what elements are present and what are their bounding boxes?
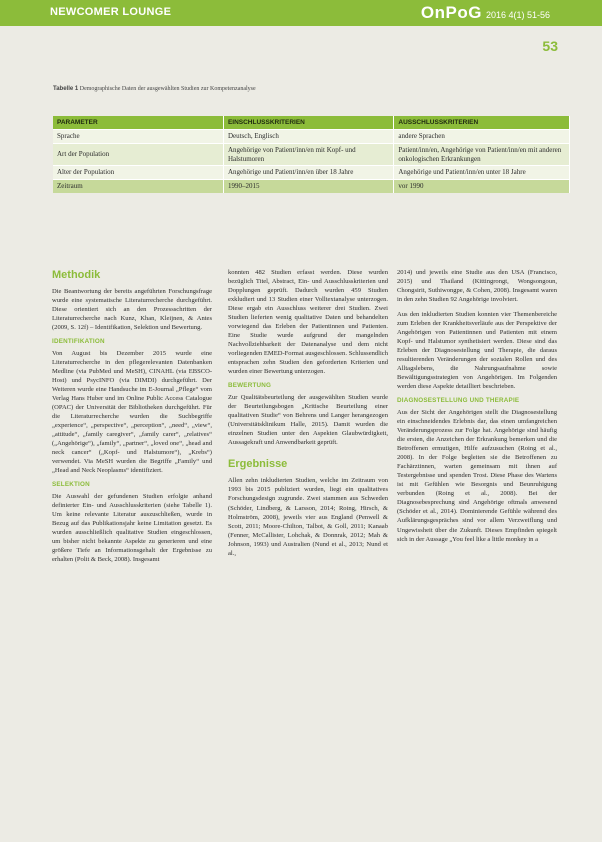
paragraph: Aus den inkludierten Studien konnten vier Themenbereiche zum Erleben der Krankheitsverläufe aus der Perspektive der Angehörigen von Patientinnen und Patienten mit einem Kopf- und Halstumor synthetisiert werden. Diese sind das Erleben der Diagnosestellung und Therapie, die daraus resultierenden Veränderungen der sozialen Rollen und des Alltagslebens, die Nahrungsaufnahme sowie Bewältigungsstrategien von Angehörigen. Im Folgenden werden diese Aspekte detailliert beschrieben. xyxy=(397,311,557,391)
table-cell-exclude: Angehörige und Patient/inn/en unter 18 Jahre xyxy=(394,166,570,180)
table-cell-include: 1990–2015 xyxy=(223,180,393,193)
table-caption-label: Tabelle 1 xyxy=(53,86,79,92)
table-cell-exclude: vor 1990 xyxy=(394,180,570,193)
table-cell-parameter: Zeitraum xyxy=(53,180,223,193)
section-label: NEWCOMER LOUNGE xyxy=(50,6,172,18)
text-column-1 xyxy=(52,268,212,570)
paragraph: konnten 482 Studien erfasst werden. Diese wurden bezüglich Titel, Abstract, Ein- und Ausschlusskriterien und Dopplungen geprüft. Dadurch wurden 459 Studien exkludiert und 13 Studien einer Volltextanalyse unterzogen. Diese ergab ein Ausschluss weiterer drei Studien. Zwei Studien lieferten wenig qualitative Daten und behandelten vorwiegend das Erleben der Patientinnen und Patienten. Eine Studie wurde aufgrund der mangelnden Nachvollziehbarkeit der Datenanalyse und dem nicht vorliegenden EMED-Format ausgeschlossen. Schlussendlich entsprachen zehn Studien den geforderten Kriterien und wurden einer Bewertung unterzogen. xyxy=(228,269,388,376)
table-cell-include: Angehörige und Patient/inn/en über 18 Jahre xyxy=(223,166,393,180)
subheading-bewertung: BEWERTUNG xyxy=(228,382,272,390)
column-header-include: EINSCHLUSSKRITERIEN xyxy=(223,116,393,130)
table-header-row xyxy=(53,116,570,130)
page-number: 53 xyxy=(542,38,558,54)
paragraph: 2014) und jeweils eine Studie aus den USA (Francisco, 2015) und Thailand (Kittingrongt, Wongsongoun, Chongsirit, Suthiwongpe, & Cohen, 2008). Insgesamt waren in den zehn Studien 92 Angehörige involviert. xyxy=(397,269,557,304)
heading-methodik: Methodik xyxy=(52,269,101,281)
text-column-3 xyxy=(397,268,557,550)
paragraph: Allen zehn inkludierten Studien, welche im Zeitraum von 1993 bis 2015 publiziert wurden, liegt ein qualitatives Forschungsdesign zugrunde. Zwei stammen aus Schweden (Schöder, Lindberg, & Larsson, 2014; Roing, Hirsch, & Holmström, 2008), jeweils vier aus England (Penwell & Scott, 2011; Moore-Chilton, Talbot, & Goll, 2011; Kanaab (Fenner, McCallister, Lohchak, & Donnrak, 2012; Mah & Johnson, 1993) und Australien (Nund et al., 2013; Nund et al., xyxy=(228,477,388,557)
subheading-diagnosestellung: DIAGNOSESTELLUNG UND THERAPIE xyxy=(397,397,520,405)
paragraph: Von August bis Dezember 2015 wurde eine Literaturrecherche in den pflegerelevanten Datenbanken Medline (via PubMed und MeSH), CINAHL (via EBSCO-Host) und PsycINFO (via DIMDI) durchgeführt. Der Weiteren wurde eine Handsuche im E-Journal „Pflege“ vom Verlag Hans Huber und im Online Public Access Catalogue (OPAC) der Universität der Bibliotheken durchgeführt. Für die Literaturrecherche wurden die Suchbegriffe „experience“, „perspective“, „perception“, „need“, „view“, „attitude“, „family caregiver“, „family carer“, „relatives“ („Angehörige“), „family“, „partner“, „loved one“, „head and neck cancer“ („Kopf- und Halstumore“), „Krebs“) verwendet. Via MeSH wurden die Begriffe „Family“ und „Head and Neck Neoplasms“ identifiziert. xyxy=(52,350,212,475)
column-header-parameter: PARAMETER xyxy=(53,116,223,130)
table-cell-parameter: Alter der Population xyxy=(53,166,223,180)
table-row xyxy=(53,166,570,180)
table-cell-parameter: Art der Population xyxy=(53,143,223,166)
paragraph: Zur Qualitätsbeurteilung der ausgewählten Studien wurde der Beurteilungsbogen „Kritische Beurteilung einer qualitativen Studie“ von Behrens und Langer herangezogen (Universitätsklinikum Halle, 2015). Damit wurden die einzelnen Studien unter den Aspekten Glaubwürdigkeit, Aussagekraft und Anwendbarkeit geprüft. xyxy=(228,394,388,447)
table-cell-parameter: Sprache xyxy=(53,130,223,144)
table-cell-include: Angehörige von Patient/inn/en mit Kopf- und Halstumoren xyxy=(223,143,393,166)
table-caption-text: Demographische Daten der ausgewählten Studien zur Kompetenzanalyse xyxy=(79,86,256,92)
table-row xyxy=(53,130,570,144)
heading-ergebnisse: Ergebnisse xyxy=(228,458,288,471)
table-caption xyxy=(53,86,256,92)
journal-logo xyxy=(421,3,550,23)
journal-issue: 2016 4(1) 51-56 xyxy=(485,10,550,20)
table-row xyxy=(53,143,570,166)
subheading-selektion: SELEKTION xyxy=(52,481,90,489)
paragraph: Die Beantwortung der bereits angeführten Forschungsfrage wurde eine systematische Literaturrecherche durchgeführt. Diese orientiert sich an den Prozessschritten der Literaturrecherche nach Kunz, Khan, Kleijnen, & Antes (2009, S. 12f) – Identifikation, Selektion und Bewertung. xyxy=(52,288,212,332)
paragraph: Die Auswahl der gefundenen Studien erfolgte anhand definierter Ein- und Ausschlusskriterien (siehe Tabelle 1). Um keine relevante Literatur auszuschließen, wurde in Bezug auf das Publikationsjahr keine Limitation gesetzt. Es wurden ausschließlich qualitative Studien eingeschlossen, um bisher nicht bekannte Aspekte zu generieren und eine größere Tiefe an Informationsgehalt der Ergebnisse zu erhalten (Polit & Beck, 2008). Insgesamt xyxy=(52,493,212,564)
paragraph: Aus der Sicht der Angehörigen stellt die Diagnosestellung ein einschneidendes Erlebnis dar, das einen umfangreichen Veränderungsprozess zur Folge hat. Angehörige sind häufig die ersten, die Anzeichen der Erkrankung bemerken und die Betroffenen ermutigen, Hilfe aufzusuchen (Roing et al., 2008). In der Folge begleiten sie die Betroffenen zu Fachärztinnen, warten gemeinsam mit ihnen auf Testergebnisse und spenden Trost. Diese Phase des Wartens ist mit Gefühlen wie Besorgnis und Beunruhigung verbunden (Roing et al., 2008). Bei der Diagnosebesprechung sind Angehörige oftmals anwesend (Schöder et al., 2014). Dominierende Gefühle während des Aufklärungsgespräches sind vor allem Verzweiflung und Ungewissheit über die Zukunft. Dieses Empfinden spiegelt sich in der Aussage „You feel like a little monkey in a xyxy=(397,409,557,543)
header-bar xyxy=(0,0,602,26)
inclusion-criteria-table xyxy=(53,116,570,193)
table-cell-exclude: andere Sprachen xyxy=(394,130,570,144)
table-cell-exclude: Patient/inn/en, Angehörige von Patient/inn/en mit anderen onkologischen Erkrankungen xyxy=(394,143,570,166)
subheading-identifikation: IDENTIFIKATION xyxy=(52,338,105,346)
journal-brand: OnPoG xyxy=(420,3,482,22)
column-header-exclude: AUSSCHLUSSKRITERIEN xyxy=(394,116,570,130)
table-cell-include: Deutsch, Englisch xyxy=(223,130,393,144)
text-column-2 xyxy=(228,268,388,564)
table-row xyxy=(53,180,570,193)
